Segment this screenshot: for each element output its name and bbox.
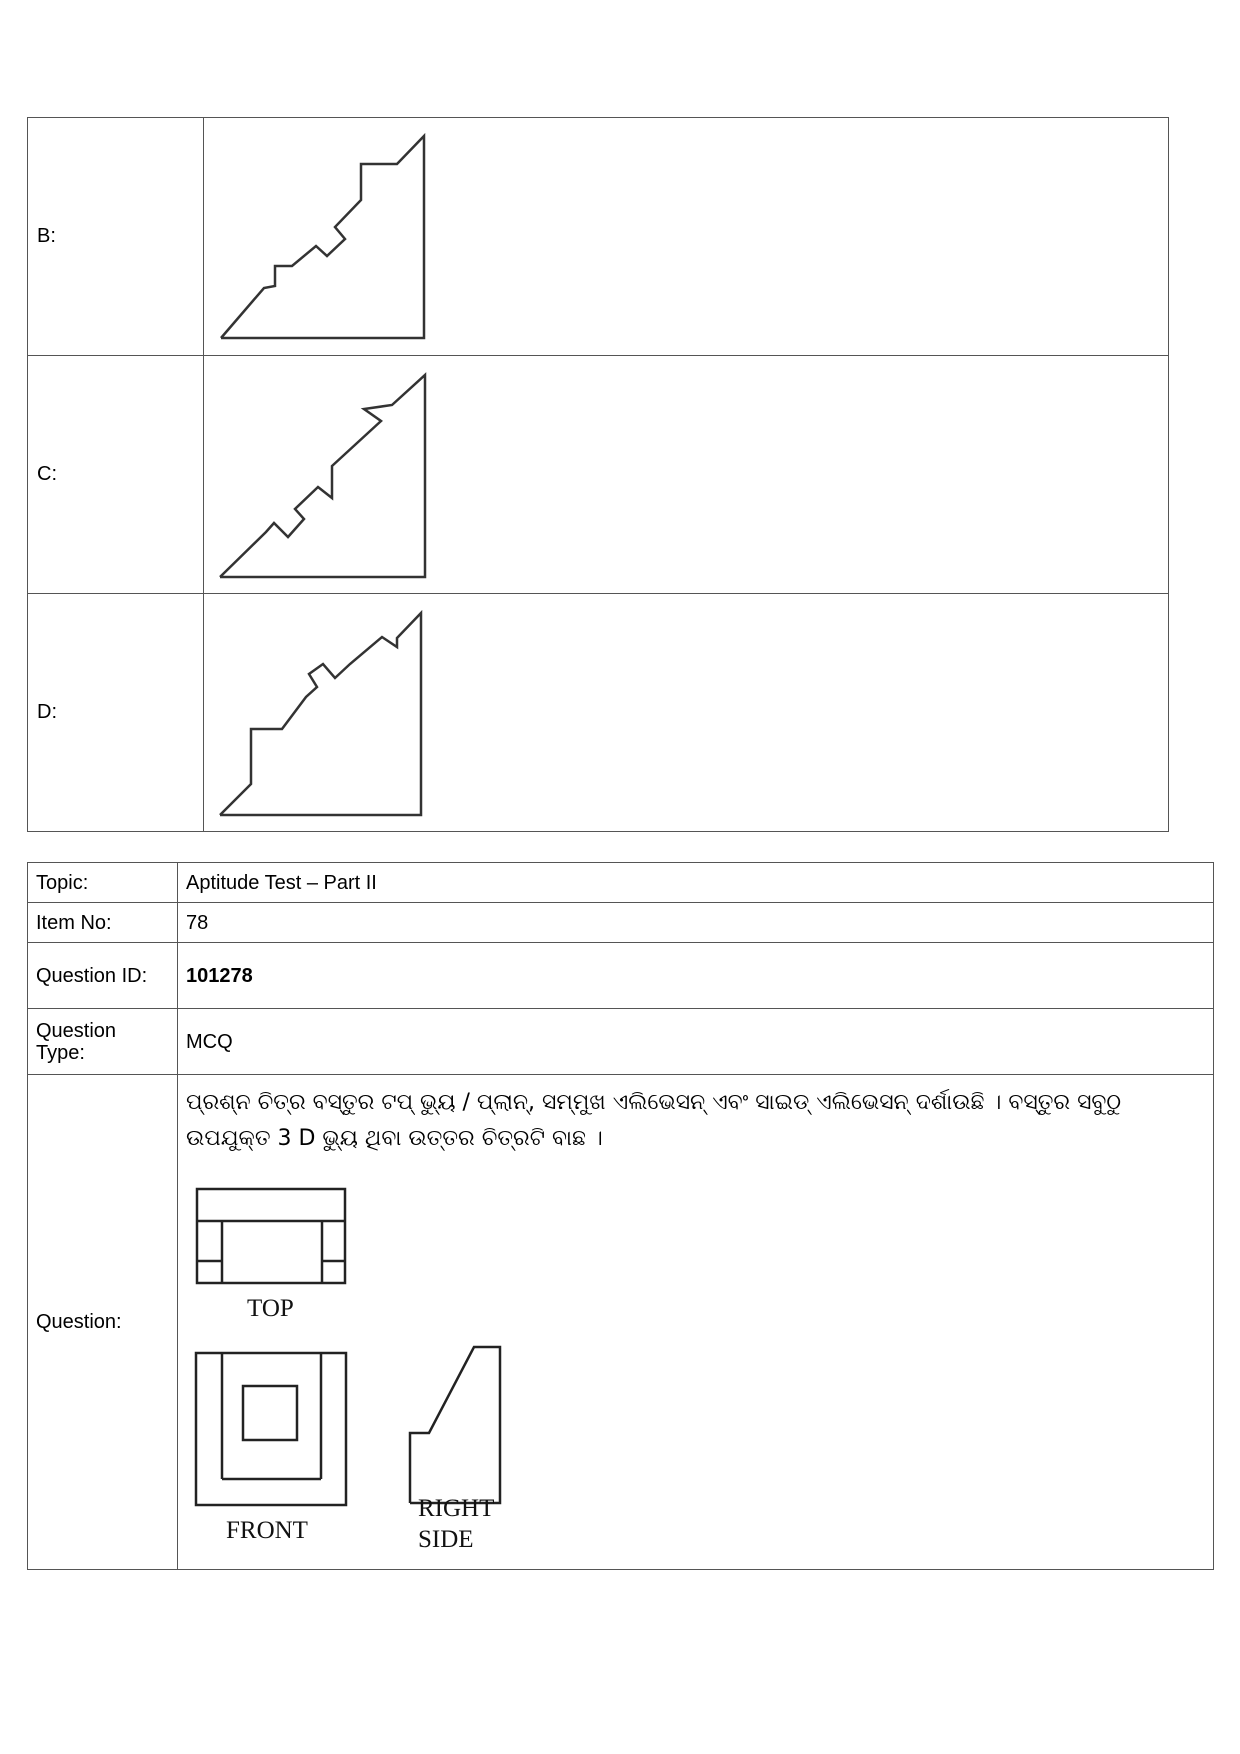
topic-row bbox=[28, 863, 1214, 903]
option-label-b: B: bbox=[28, 118, 204, 356]
question-type-value: MCQ bbox=[178, 1009, 1214, 1075]
right-side-view-label-line1: RIGHT bbox=[418, 1495, 495, 1522]
right-side-view-label-line2: SIDE bbox=[418, 1526, 474, 1553]
option-label-d: D: bbox=[28, 594, 204, 832]
front-view-drawing bbox=[196, 1353, 346, 1505]
topic-label: Topic: bbox=[28, 863, 178, 903]
option-row-b bbox=[28, 118, 1169, 356]
question-type-row bbox=[28, 1009, 1214, 1075]
question-info-table bbox=[27, 862, 1214, 1570]
question-id-row bbox=[28, 943, 1214, 1009]
front-view-label: FRONT bbox=[226, 1517, 308, 1544]
question-id-label: Question ID: bbox=[28, 943, 178, 1009]
option-figure-b bbox=[204, 118, 1169, 356]
topic-value: Aptitude Test – Part II bbox=[178, 863, 1214, 903]
question-label: Question: bbox=[28, 1075, 178, 1570]
item-label: Item No: bbox=[28, 903, 178, 943]
item-row bbox=[28, 903, 1214, 943]
question-row bbox=[28, 1075, 1214, 1570]
option-figure-d bbox=[204, 594, 1169, 832]
option-label-c: C: bbox=[28, 356, 204, 594]
question-id-value: 101278 bbox=[178, 943, 1214, 1009]
option-row-c bbox=[28, 356, 1169, 594]
option-b-shape bbox=[204, 118, 1179, 354]
options-table bbox=[27, 117, 1169, 832]
option-c-shape bbox=[204, 356, 1179, 592]
question-type-label: Question Type: bbox=[28, 1009, 178, 1075]
question-cell bbox=[178, 1075, 1214, 1570]
top-view-drawing bbox=[197, 1189, 345, 1283]
option-row-d bbox=[28, 594, 1169, 832]
item-value: 78 bbox=[178, 903, 1214, 943]
option-figure-c bbox=[204, 356, 1169, 594]
right-side-view-drawing bbox=[410, 1347, 500, 1503]
option-d-shape bbox=[204, 594, 1179, 830]
question-text: ପ୍ରଶ୍ନ ଚିତ୍ର ବସ୍ତୁର ଟପ୍ ଭ୍ୟୁ / ପ୍ଲାନ୍, ସମ୍ମୁଖ ଏଲିଭେସନ୍ ଏବଂ ସାଇଡ୍ ଏଲିଭେସନ୍ ଦର୍ଶାଉଛି । ବସ୍ତୁର ସବୁଠୁ ଉପଯୁକ୍ତ 3 D ଭ୍ୟୁ ଥିବା ଉତ୍ତର ଚିତ୍ରଟି ବାଛ । bbox=[186, 1090, 1122, 1151]
top-view-label: TOP bbox=[247, 1295, 294, 1322]
